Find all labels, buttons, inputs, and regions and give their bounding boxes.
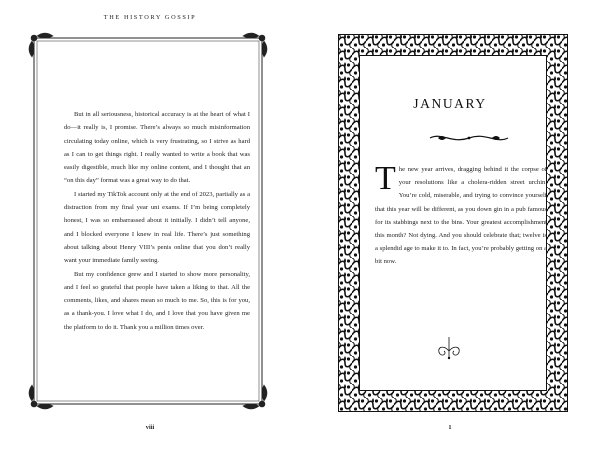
body-text	[64, 108, 250, 334]
chapter-title: JANUARY	[413, 96, 487, 111]
paragraph: I started my TikTok account only at the end of 2023, partially as a distraction from my final year uni exams. If I’m being completely honest, I was so embarrassed about it initially. I didn’t tell anyone, and I blocked everyone I knew in real life. There’s just something about talking about Henry VIII’s penis online that you don’t really want your immediate family seeing.	[64, 190, 250, 265]
corner-ornament-icon	[29, 385, 53, 409]
paragraph: But my confidence grew and I started to show more personality, and I feel so grateful that people have taken a liking to that. All the comments, likes, and shares mean so much to me. So, this is for you, as a thank-you. I love what I do, and I love that you have given me the platform to do it. Thank you a million times over.	[64, 270, 250, 331]
fleuron-icon	[434, 335, 464, 361]
paragraph: But in all seriousness, historical accuracy is at the heart of what I do—it really is, I promise. There’s always so much misinformation circulating today online, which is very frustrating, so I strive as hard as I can to get things right. I really wanted to write a book that was easily digestible, much like my online content, and I thought that an “on this day” format was a great way to do that.	[64, 111, 250, 185]
corner-ornament-icon	[29, 33, 53, 57]
page-number: 1	[448, 424, 452, 431]
drop-cap: T	[375, 160, 396, 197]
swash-ornament-icon	[428, 132, 510, 144]
chapter-body	[375, 160, 547, 269]
chapter-text: he new year arrives, dragging behind it the corpse of your resolutions like a cholera-ridden street urchin. You’re cold, miserable, and trying to convince yourself that this year will be different, as you down gin in a pub famous for its stabbings next to the bins. Your greatest accomplishment this month? Not dying. And you should celebrate that; twelve is a splendid age to make it to. In fact, you’re probably getting on a bit now.	[375, 166, 547, 266]
chapter-paragraph	[375, 160, 547, 269]
running-head: THE HISTORY GOSSIP	[103, 14, 197, 21]
right-page	[300, 0, 600, 450]
corner-ornament-icon	[243, 385, 267, 409]
page-number: viii	[145, 424, 155, 431]
corner-ornament-icon	[243, 33, 267, 57]
